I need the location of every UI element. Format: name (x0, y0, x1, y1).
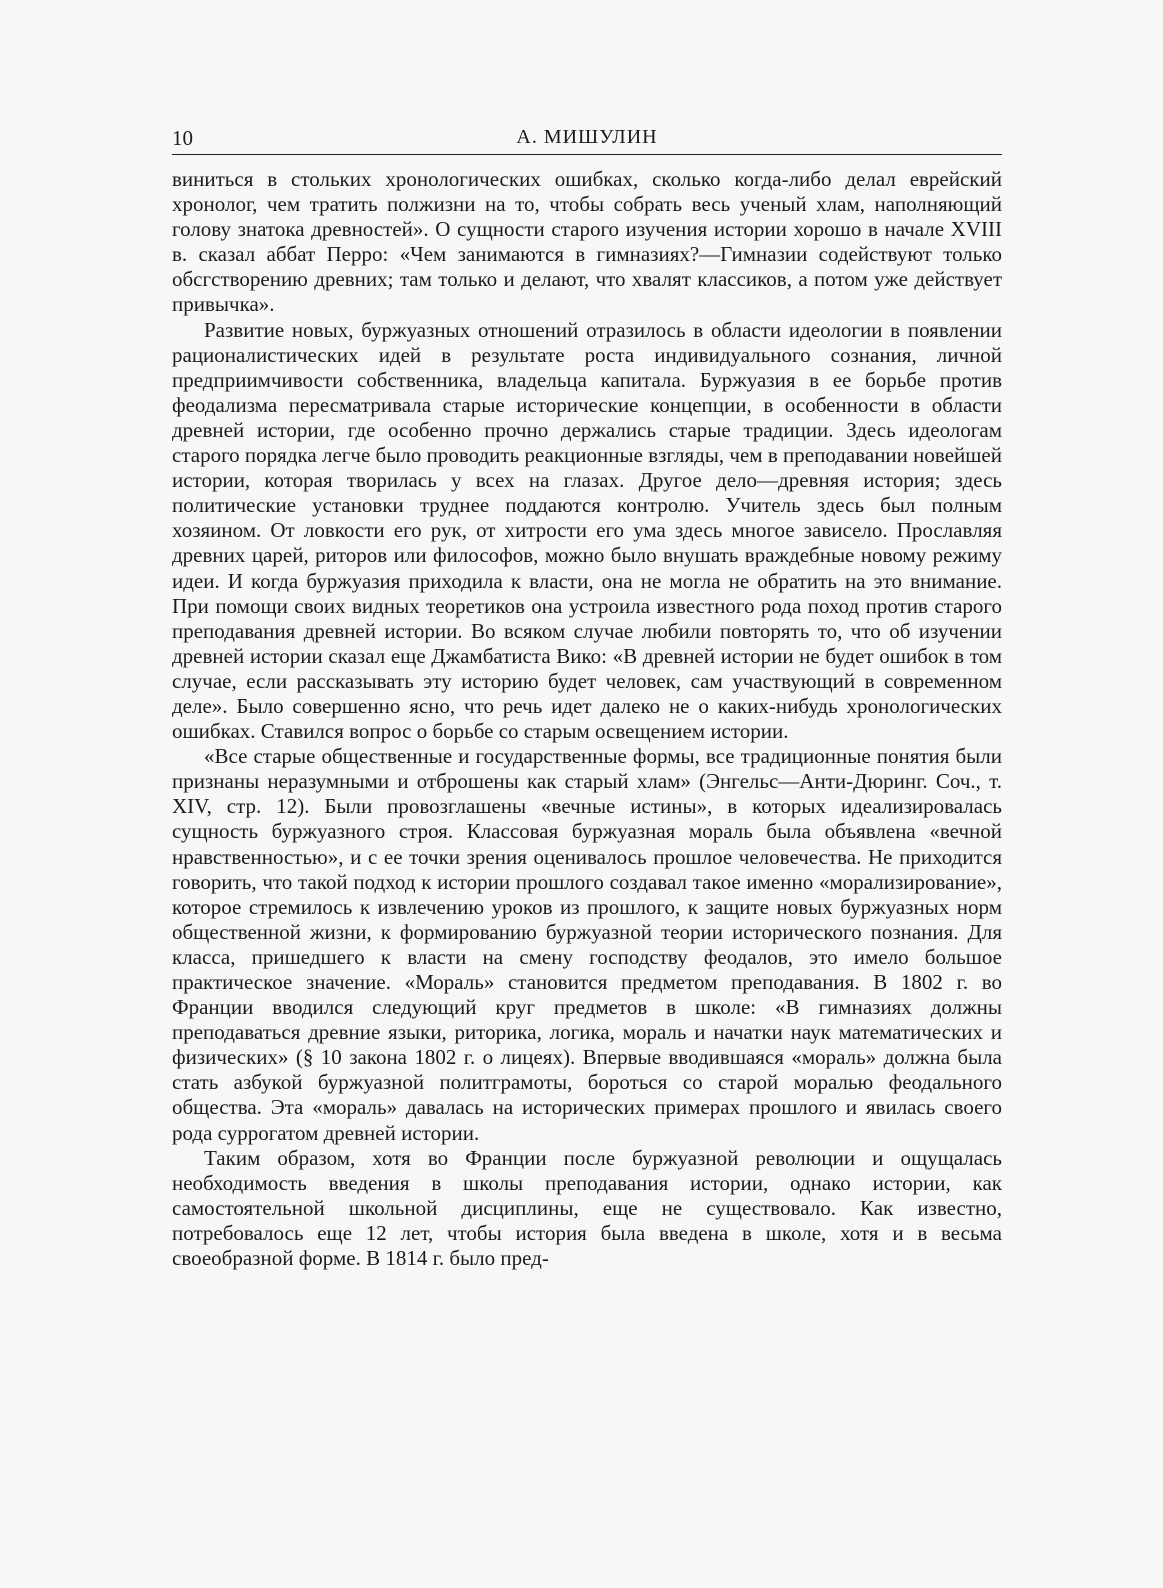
running-head (172, 120, 1002, 155)
paragraph-bourgeois-ideology: Развитие новых, буржуазных отношений отразилось в области идеологии в появлении рационалистических идей в результате роста индивидуального сознания, личной предприимчивости собственника, владельца капитала. Буржуазия в ее борьбе против феодализма пересматривала старые исторические концепции, в особенности в области древней истории, где особенно прочно держались старые традиции. Здесь идеологам старого порядка легче было проводить реакционные взгляды, чем в преподавании новейшей истории, которая творилась у всех на глазах. Другое дело—древняя история; здесь политические установки труднее поддаются контролю. Учитель здесь был полным хозяином. От ловкости его рук, от хитрости его ума здесь многое зависело. Прославляя древних царей, риторов или философов, можно было внушать враждебные новому режиму идеи. И когда буржуазия приходила к власти, она не могла не обратить на это внимание. При помощи своих видных теоретиков она устроила известного рода поход против старого преподавания древней истории. Во всяком случае любили повторять то, что об изучении древней истории сказал еще Джамбатиста Вико: «В древней истории не будет ошибок в том случае, если рассказывать эту историю будет человек, сам участвующий в современном деле». Было совершенно ясно, что речь идет далеко не о каких-нибудь хронологических ошибках. Ставился вопрос о борьбе со старым освещением истории. (172, 317, 1002, 744)
paragraph-continuation: виниться в стольких хронологических ошибках, сколько когда-либо делал еврейский хронолог, чем тратить полжизни на то, чтобы собрать весь ученый хлам, наполняющий голову знатока древностей». О сущности старого изучения истории хорошо в начале XVIII в. сказал аббат Перро: «Чем занимаются в гимназиях?—Гимназии содействуют только обсгстворению древних; там только и делают, что хвалят классиков, а потом уже действует привычка». (172, 167, 1002, 317)
paragraph-history-in-schools: Таким образом, хотя во Франции после буржуазной революции и ощущалась необходимость введения в школы преподавания истории, однако истории, как самостоятельной школьной дисциплины, еще не существовало. Как известно, потребовалось еще 12 лет, чтобы история была введена в школе, хотя и в весьма своеобразной форме. В 1814 г. было пред- (172, 1145, 1002, 1271)
running-title: А. МИШУЛИН (516, 126, 658, 148)
body-text (172, 167, 1002, 1271)
paragraph-engels-quote: «Все старые общественные и государственные формы, все традиционные понятия были признаны неразумными и отброшены как старый хлам» (Энгельс—Анти-Дюринг. Соч., т. XIV, стр. 12). Были провозглашены «вечные истины», в которых идеализировалась сущность буржуазного строя. Классовая буржуазная мораль была объявлена «вечной нравственностью», и с ее точки зрения оценивалось прошлое человечества. Не приходится говорить, что такой подход к истории прошлого создавал такое именно «морализирование», которое стремилось к извлечению уроков из прошлого, к защите новых буржуазных норм общественной жизни, к формированию буржуазной теории исторического познания. Для класса, пришедшего к власти на смену господству феодалов, это имело большое практическое значение. «Мораль» становится предметом преподавания. В 1802 г. во Франции вводился следующий круг предметов в школе: «В гимназиях должны преподаваться древние языки, риторика, логика, мораль и начатки наук математических и физических» (§ 10 закона 1802 г. о лицеях). Впервые вводившаяся «мораль» должна была стать азбукой буржуазной политграмоты, бороться со старой моралью феодального общества. Эта «мораль» давалась на исторических примерах прошлого и явилась своего рода суррогатом древней истории. (172, 744, 1002, 1145)
page-number: 10 (172, 126, 193, 150)
book-page (172, 120, 1002, 1271)
